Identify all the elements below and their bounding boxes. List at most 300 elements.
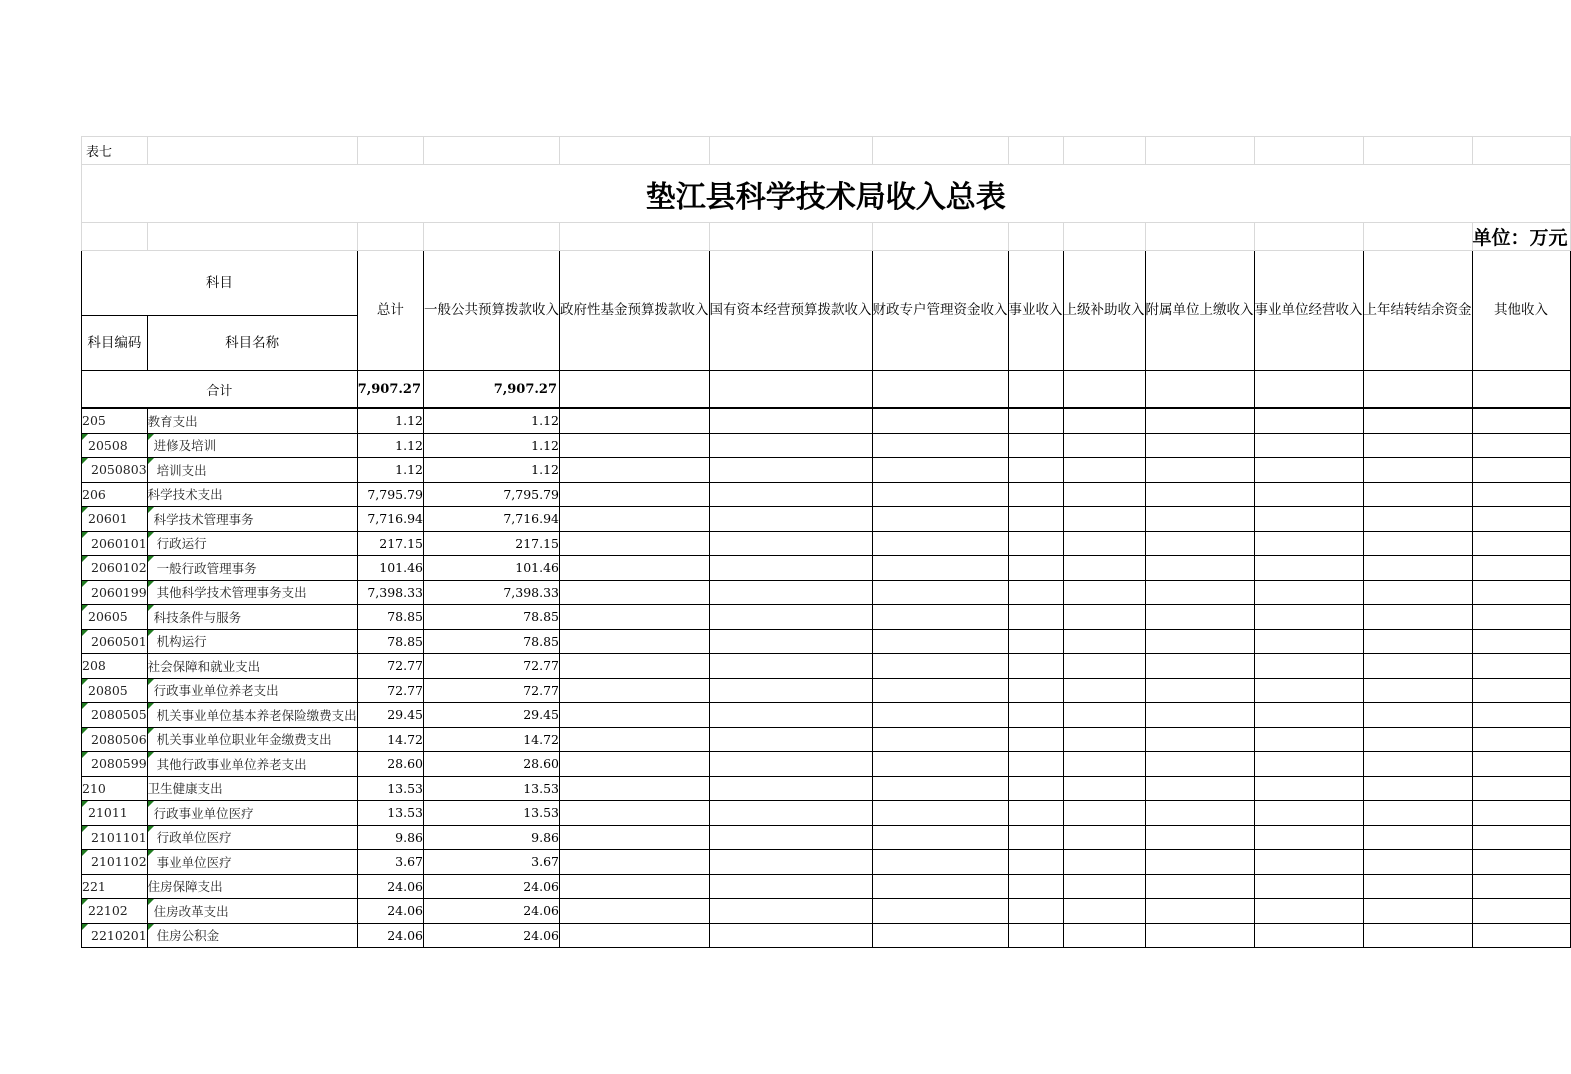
subject-code-cell[interactable] [82,825,148,850]
empty-cell[interactable] [872,458,1008,483]
empty-cell[interactable] [709,923,872,948]
empty-cell[interactable] [1254,923,1363,948]
empty-cell[interactable] [709,556,872,581]
empty-cell[interactable] [1145,899,1254,924]
table-row[interactable] [82,850,1571,875]
empty-cell[interactable] [1254,850,1363,875]
empty-cell[interactable] [560,531,710,556]
blank-cell[interactable] [424,223,560,251]
empty-cell[interactable] [709,507,872,532]
empty-cell[interactable] [1363,605,1472,630]
empty-cell[interactable] [1008,727,1063,752]
empty-cell[interactable] [1472,776,1570,801]
empty-cell[interactable] [1472,678,1570,703]
table-row[interactable] [82,825,1571,850]
empty-cell[interactable] [872,678,1008,703]
subject-name-cell[interactable] [147,482,357,507]
empty-cell[interactable] [560,899,710,924]
blank-cell[interactable] [1254,223,1363,251]
empty-cell[interactable] [1008,654,1063,679]
empty-cell[interactable] [1472,727,1570,752]
table-row[interactable] [82,629,1571,654]
total-cell[interactable] [357,874,423,899]
empty-cell[interactable] [1254,629,1363,654]
total-cell[interactable] [357,556,423,581]
subject-code-cell[interactable] [82,654,148,679]
empty-cell[interactable] [872,371,1008,409]
empty-cell[interactable] [1472,850,1570,875]
empty-cell[interactable] [872,507,1008,532]
table-row[interactable] [82,678,1571,703]
empty-cell[interactable] [560,482,710,507]
empty-cell[interactable] [1063,531,1145,556]
total-cell[interactable] [357,482,423,507]
empty-cell[interactable] [560,923,710,948]
subject-code-cell[interactable] [82,874,148,899]
subject-name-cell[interactable] [147,874,357,899]
subject-name-cell[interactable] [147,752,357,777]
empty-cell[interactable] [709,629,872,654]
general-budget-cell[interactable] [424,752,560,777]
empty-cell[interactable] [1363,371,1472,409]
empty-cell[interactable] [560,408,710,433]
empty-cell[interactable] [1063,371,1145,409]
empty-cell[interactable] [560,703,710,728]
empty-cell[interactable] [872,776,1008,801]
blank-cell[interactable] [872,223,1008,251]
blank-cell[interactable] [1008,223,1063,251]
empty-cell[interactable] [709,482,872,507]
subject-name-cell[interactable] [147,703,357,728]
empty-cell[interactable] [1145,923,1254,948]
total-cell[interactable] [357,899,423,924]
empty-cell[interactable] [1145,678,1254,703]
table-row[interactable] [82,605,1571,630]
empty-cell[interactable] [1363,408,1472,433]
empty-cell[interactable] [560,458,710,483]
empty-cell[interactable] [709,408,872,433]
table-row[interactable] [82,531,1571,556]
empty-cell[interactable] [1363,825,1472,850]
blank-cell[interactable] [872,137,1008,165]
empty-cell[interactable] [1063,654,1145,679]
empty-cell[interactable] [1008,531,1063,556]
total-row-general-budget[interactable]: 7,907.27 [424,371,560,409]
subject-code-cell[interactable] [82,801,148,826]
subject-name-cell[interactable] [147,899,357,924]
blank-cell[interactable] [1145,137,1254,165]
total-cell[interactable] [357,703,423,728]
general-budget-cell[interactable] [424,556,560,581]
empty-cell[interactable] [709,752,872,777]
subject-code-cell[interactable] [82,899,148,924]
blank-cell[interactable] [1063,223,1145,251]
empty-cell[interactable] [709,531,872,556]
blank-cell[interactable] [1063,137,1145,165]
empty-cell[interactable] [560,776,710,801]
empty-cell[interactable] [560,371,710,409]
empty-cell[interactable] [1472,433,1570,458]
empty-cell[interactable] [560,874,710,899]
empty-cell[interactable] [560,727,710,752]
empty-cell[interactable] [1363,678,1472,703]
empty-cell[interactable] [1063,580,1145,605]
empty-cell[interactable] [1008,801,1063,826]
empty-cell[interactable] [709,801,872,826]
empty-cell[interactable] [1363,531,1472,556]
general-budget-cell[interactable] [424,850,560,875]
empty-cell[interactable] [1472,507,1570,532]
empty-cell[interactable] [1254,408,1363,433]
empty-cell[interactable] [1472,703,1570,728]
empty-cell[interactable] [1008,408,1063,433]
table-row[interactable] [82,654,1571,679]
subject-code-cell[interactable] [82,629,148,654]
empty-cell[interactable] [1472,752,1570,777]
empty-cell[interactable] [1063,850,1145,875]
empty-cell[interactable] [1472,531,1570,556]
empty-cell[interactable] [1008,605,1063,630]
empty-cell[interactable] [1145,752,1254,777]
empty-cell[interactable] [1254,482,1363,507]
empty-cell[interactable] [1145,556,1254,581]
empty-cell[interactable] [709,678,872,703]
empty-cell[interactable] [560,629,710,654]
empty-cell[interactable] [1363,727,1472,752]
empty-cell[interactable] [709,776,872,801]
empty-cell[interactable] [709,605,872,630]
empty-cell[interactable] [1363,801,1472,826]
empty-cell[interactable] [1254,531,1363,556]
empty-cell[interactable] [560,850,710,875]
empty-cell[interactable] [1254,458,1363,483]
subject-name-cell[interactable] [147,654,357,679]
empty-cell[interactable] [1472,556,1570,581]
empty-cell[interactable] [1063,605,1145,630]
empty-cell[interactable] [560,801,710,826]
blank-cell[interactable] [1472,137,1570,165]
subject-code-cell[interactable] [82,727,148,752]
empty-cell[interactable] [872,654,1008,679]
empty-cell[interactable] [1472,458,1570,483]
empty-cell[interactable] [1008,850,1063,875]
empty-cell[interactable] [1145,654,1254,679]
general-budget-cell[interactable] [424,482,560,507]
empty-cell[interactable] [1472,654,1570,679]
general-budget-cell[interactable] [424,458,560,483]
subject-code-cell[interactable] [82,531,148,556]
empty-cell[interactable] [1063,703,1145,728]
empty-cell[interactable] [709,654,872,679]
empty-cell[interactable] [1472,408,1570,433]
empty-cell[interactable] [1145,825,1254,850]
general-budget-cell[interactable] [424,507,560,532]
general-budget-cell[interactable] [424,678,560,703]
general-budget-cell[interactable] [424,727,560,752]
empty-cell[interactable] [1145,727,1254,752]
blank-cell[interactable] [1145,223,1254,251]
empty-cell[interactable] [560,654,710,679]
empty-cell[interactable] [1145,507,1254,532]
empty-cell[interactable] [1472,923,1570,948]
table-row[interactable] [82,482,1571,507]
empty-cell[interactable] [1063,825,1145,850]
subject-code-cell[interactable] [82,678,148,703]
empty-cell[interactable] [1008,752,1063,777]
blank-cell[interactable] [1363,137,1472,165]
general-budget-cell[interactable] [424,801,560,826]
empty-cell[interactable] [1145,433,1254,458]
empty-cell[interactable] [1145,801,1254,826]
subject-code-cell[interactable] [82,923,148,948]
subject-code-cell[interactable] [82,482,148,507]
empty-cell[interactable] [1254,371,1363,409]
empty-cell[interactable] [1254,825,1363,850]
general-budget-cell[interactable] [424,605,560,630]
empty-cell[interactable] [1008,703,1063,728]
subject-name-cell[interactable] [147,433,357,458]
empty-cell[interactable] [1363,580,1472,605]
empty-cell[interactable] [709,703,872,728]
total-row-total[interactable]: 7,907.27 [357,371,423,409]
table-row[interactable] [82,752,1571,777]
subject-code-cell[interactable] [82,507,148,532]
empty-cell[interactable] [1008,874,1063,899]
empty-cell[interactable] [1145,874,1254,899]
empty-cell[interactable] [1063,556,1145,581]
empty-cell[interactable] [1254,556,1363,581]
empty-cell[interactable] [1254,654,1363,679]
total-cell[interactable] [357,801,423,826]
empty-cell[interactable] [1008,776,1063,801]
subject-code-cell[interactable] [82,605,148,630]
empty-cell[interactable] [1254,776,1363,801]
empty-cell[interactable] [709,371,872,409]
subject-code-cell[interactable] [82,752,148,777]
empty-cell[interactable] [1472,580,1570,605]
blank-cell[interactable] [82,223,148,251]
table-row[interactable] [82,580,1571,605]
table-row[interactable] [82,507,1571,532]
blank-cell[interactable] [147,223,357,251]
empty-cell[interactable] [1008,580,1063,605]
empty-cell[interactable] [1254,580,1363,605]
total-cell[interactable] [357,605,423,630]
subject-name-cell[interactable] [147,801,357,826]
empty-cell[interactable] [872,825,1008,850]
empty-cell[interactable] [872,801,1008,826]
total-cell[interactable] [357,776,423,801]
empty-cell[interactable] [560,580,710,605]
empty-cell[interactable] [1145,605,1254,630]
empty-cell[interactable] [1363,923,1472,948]
empty-cell[interactable] [1254,727,1363,752]
empty-cell[interactable] [1145,482,1254,507]
empty-cell[interactable] [872,874,1008,899]
empty-cell[interactable] [1145,531,1254,556]
empty-cell[interactable] [709,458,872,483]
subject-code-cell[interactable] [82,580,148,605]
general-budget-cell[interactable] [424,899,560,924]
empty-cell[interactable] [872,556,1008,581]
empty-cell[interactable] [1254,801,1363,826]
empty-cell[interactable] [1254,678,1363,703]
empty-cell[interactable] [1063,482,1145,507]
total-cell[interactable] [357,923,423,948]
empty-cell[interactable] [872,923,1008,948]
subject-code-cell[interactable] [82,703,148,728]
empty-cell[interactable] [1063,899,1145,924]
empty-cell[interactable] [1008,507,1063,532]
table-row[interactable] [82,703,1571,728]
empty-cell[interactable] [1063,433,1145,458]
empty-cell[interactable] [1063,629,1145,654]
empty-cell[interactable] [560,605,710,630]
empty-cell[interactable] [1008,923,1063,948]
empty-cell[interactable] [1363,433,1472,458]
empty-cell[interactable] [1063,776,1145,801]
total-cell[interactable] [357,850,423,875]
empty-cell[interactable] [709,850,872,875]
empty-cell[interactable] [1254,703,1363,728]
empty-cell[interactable] [1254,507,1363,532]
blank-cell[interactable] [560,223,710,251]
blank-cell[interactable] [424,137,560,165]
empty-cell[interactable] [1363,899,1472,924]
total-cell[interactable] [357,654,423,679]
empty-cell[interactable] [1472,825,1570,850]
subject-name-cell[interactable] [147,531,357,556]
total-cell[interactable] [357,531,423,556]
blank-cell[interactable] [709,223,872,251]
general-budget-cell[interactable] [424,433,560,458]
empty-cell[interactable] [709,899,872,924]
subject-name-cell[interactable] [147,605,357,630]
general-budget-cell[interactable] [424,580,560,605]
empty-cell[interactable] [1063,678,1145,703]
empty-cell[interactable] [872,531,1008,556]
total-cell[interactable] [357,752,423,777]
subject-name-cell[interactable] [147,850,357,875]
subject-name-cell[interactable] [147,458,357,483]
empty-cell[interactable] [1008,825,1063,850]
general-budget-cell[interactable] [424,654,560,679]
empty-cell[interactable] [1363,850,1472,875]
empty-cell[interactable] [1008,482,1063,507]
empty-cell[interactable] [872,433,1008,458]
empty-cell[interactable] [872,580,1008,605]
subject-code-cell[interactable] [82,556,148,581]
empty-cell[interactable] [560,507,710,532]
empty-cell[interactable] [1145,776,1254,801]
empty-cell[interactable] [1063,874,1145,899]
empty-cell[interactable] [1145,458,1254,483]
general-budget-cell[interactable] [424,825,560,850]
table-row[interactable] [82,556,1571,581]
total-cell[interactable] [357,580,423,605]
table-row[interactable] [82,874,1571,899]
total-cell[interactable] [357,727,423,752]
subject-name-cell[interactable] [147,629,357,654]
empty-cell[interactable] [1145,371,1254,409]
subject-name-cell[interactable] [147,923,357,948]
blank-cell[interactable] [147,137,357,165]
empty-cell[interactable] [872,752,1008,777]
general-budget-cell[interactable] [424,874,560,899]
empty-cell[interactable] [1472,629,1570,654]
empty-cell[interactable] [1145,408,1254,433]
total-cell[interactable] [357,507,423,532]
empty-cell[interactable] [1063,458,1145,483]
empty-cell[interactable] [1145,850,1254,875]
empty-cell[interactable] [1363,556,1472,581]
empty-cell[interactable] [1008,371,1063,409]
empty-cell[interactable] [709,580,872,605]
empty-cell[interactable] [1008,556,1063,581]
empty-cell[interactable] [872,850,1008,875]
empty-cell[interactable] [709,433,872,458]
empty-cell[interactable] [1063,507,1145,532]
empty-cell[interactable] [1145,629,1254,654]
empty-cell[interactable] [1063,923,1145,948]
empty-cell[interactable] [872,727,1008,752]
empty-cell[interactable] [1008,899,1063,924]
empty-cell[interactable] [872,899,1008,924]
empty-cell[interactable] [1145,703,1254,728]
subject-name-cell[interactable] [147,776,357,801]
empty-cell[interactable] [1254,874,1363,899]
general-budget-cell[interactable] [424,531,560,556]
empty-cell[interactable] [1254,752,1363,777]
empty-cell[interactable] [709,825,872,850]
empty-cell[interactable] [1008,433,1063,458]
subject-code-cell[interactable] [82,433,148,458]
subject-code-cell[interactable] [82,458,148,483]
blank-cell[interactable] [709,137,872,165]
subject-name-cell[interactable] [147,678,357,703]
empty-cell[interactable] [872,408,1008,433]
empty-cell[interactable] [1063,801,1145,826]
subject-name-cell[interactable] [147,727,357,752]
empty-cell[interactable] [1363,752,1472,777]
total-cell[interactable] [357,433,423,458]
empty-cell[interactable] [560,678,710,703]
empty-cell[interactable] [1363,507,1472,532]
subject-name-cell[interactable] [147,556,357,581]
subject-name-cell[interactable] [147,507,357,532]
total-cell[interactable] [357,458,423,483]
empty-cell[interactable] [1254,433,1363,458]
general-budget-cell[interactable] [424,629,560,654]
empty-cell[interactable] [1254,605,1363,630]
empty-cell[interactable] [872,629,1008,654]
empty-cell[interactable] [1363,482,1472,507]
blank-cell[interactable] [1008,137,1063,165]
empty-cell[interactable] [1472,874,1570,899]
empty-cell[interactable] [1145,580,1254,605]
table-row[interactable] [82,433,1571,458]
empty-cell[interactable] [560,752,710,777]
empty-cell[interactable] [560,825,710,850]
empty-cell[interactable] [1008,629,1063,654]
empty-cell[interactable] [1363,458,1472,483]
total-cell[interactable] [357,825,423,850]
empty-cell[interactable] [1008,678,1063,703]
total-cell[interactable] [357,678,423,703]
subject-code-cell[interactable] [82,776,148,801]
subject-name-cell[interactable] [147,825,357,850]
empty-cell[interactable] [1063,408,1145,433]
